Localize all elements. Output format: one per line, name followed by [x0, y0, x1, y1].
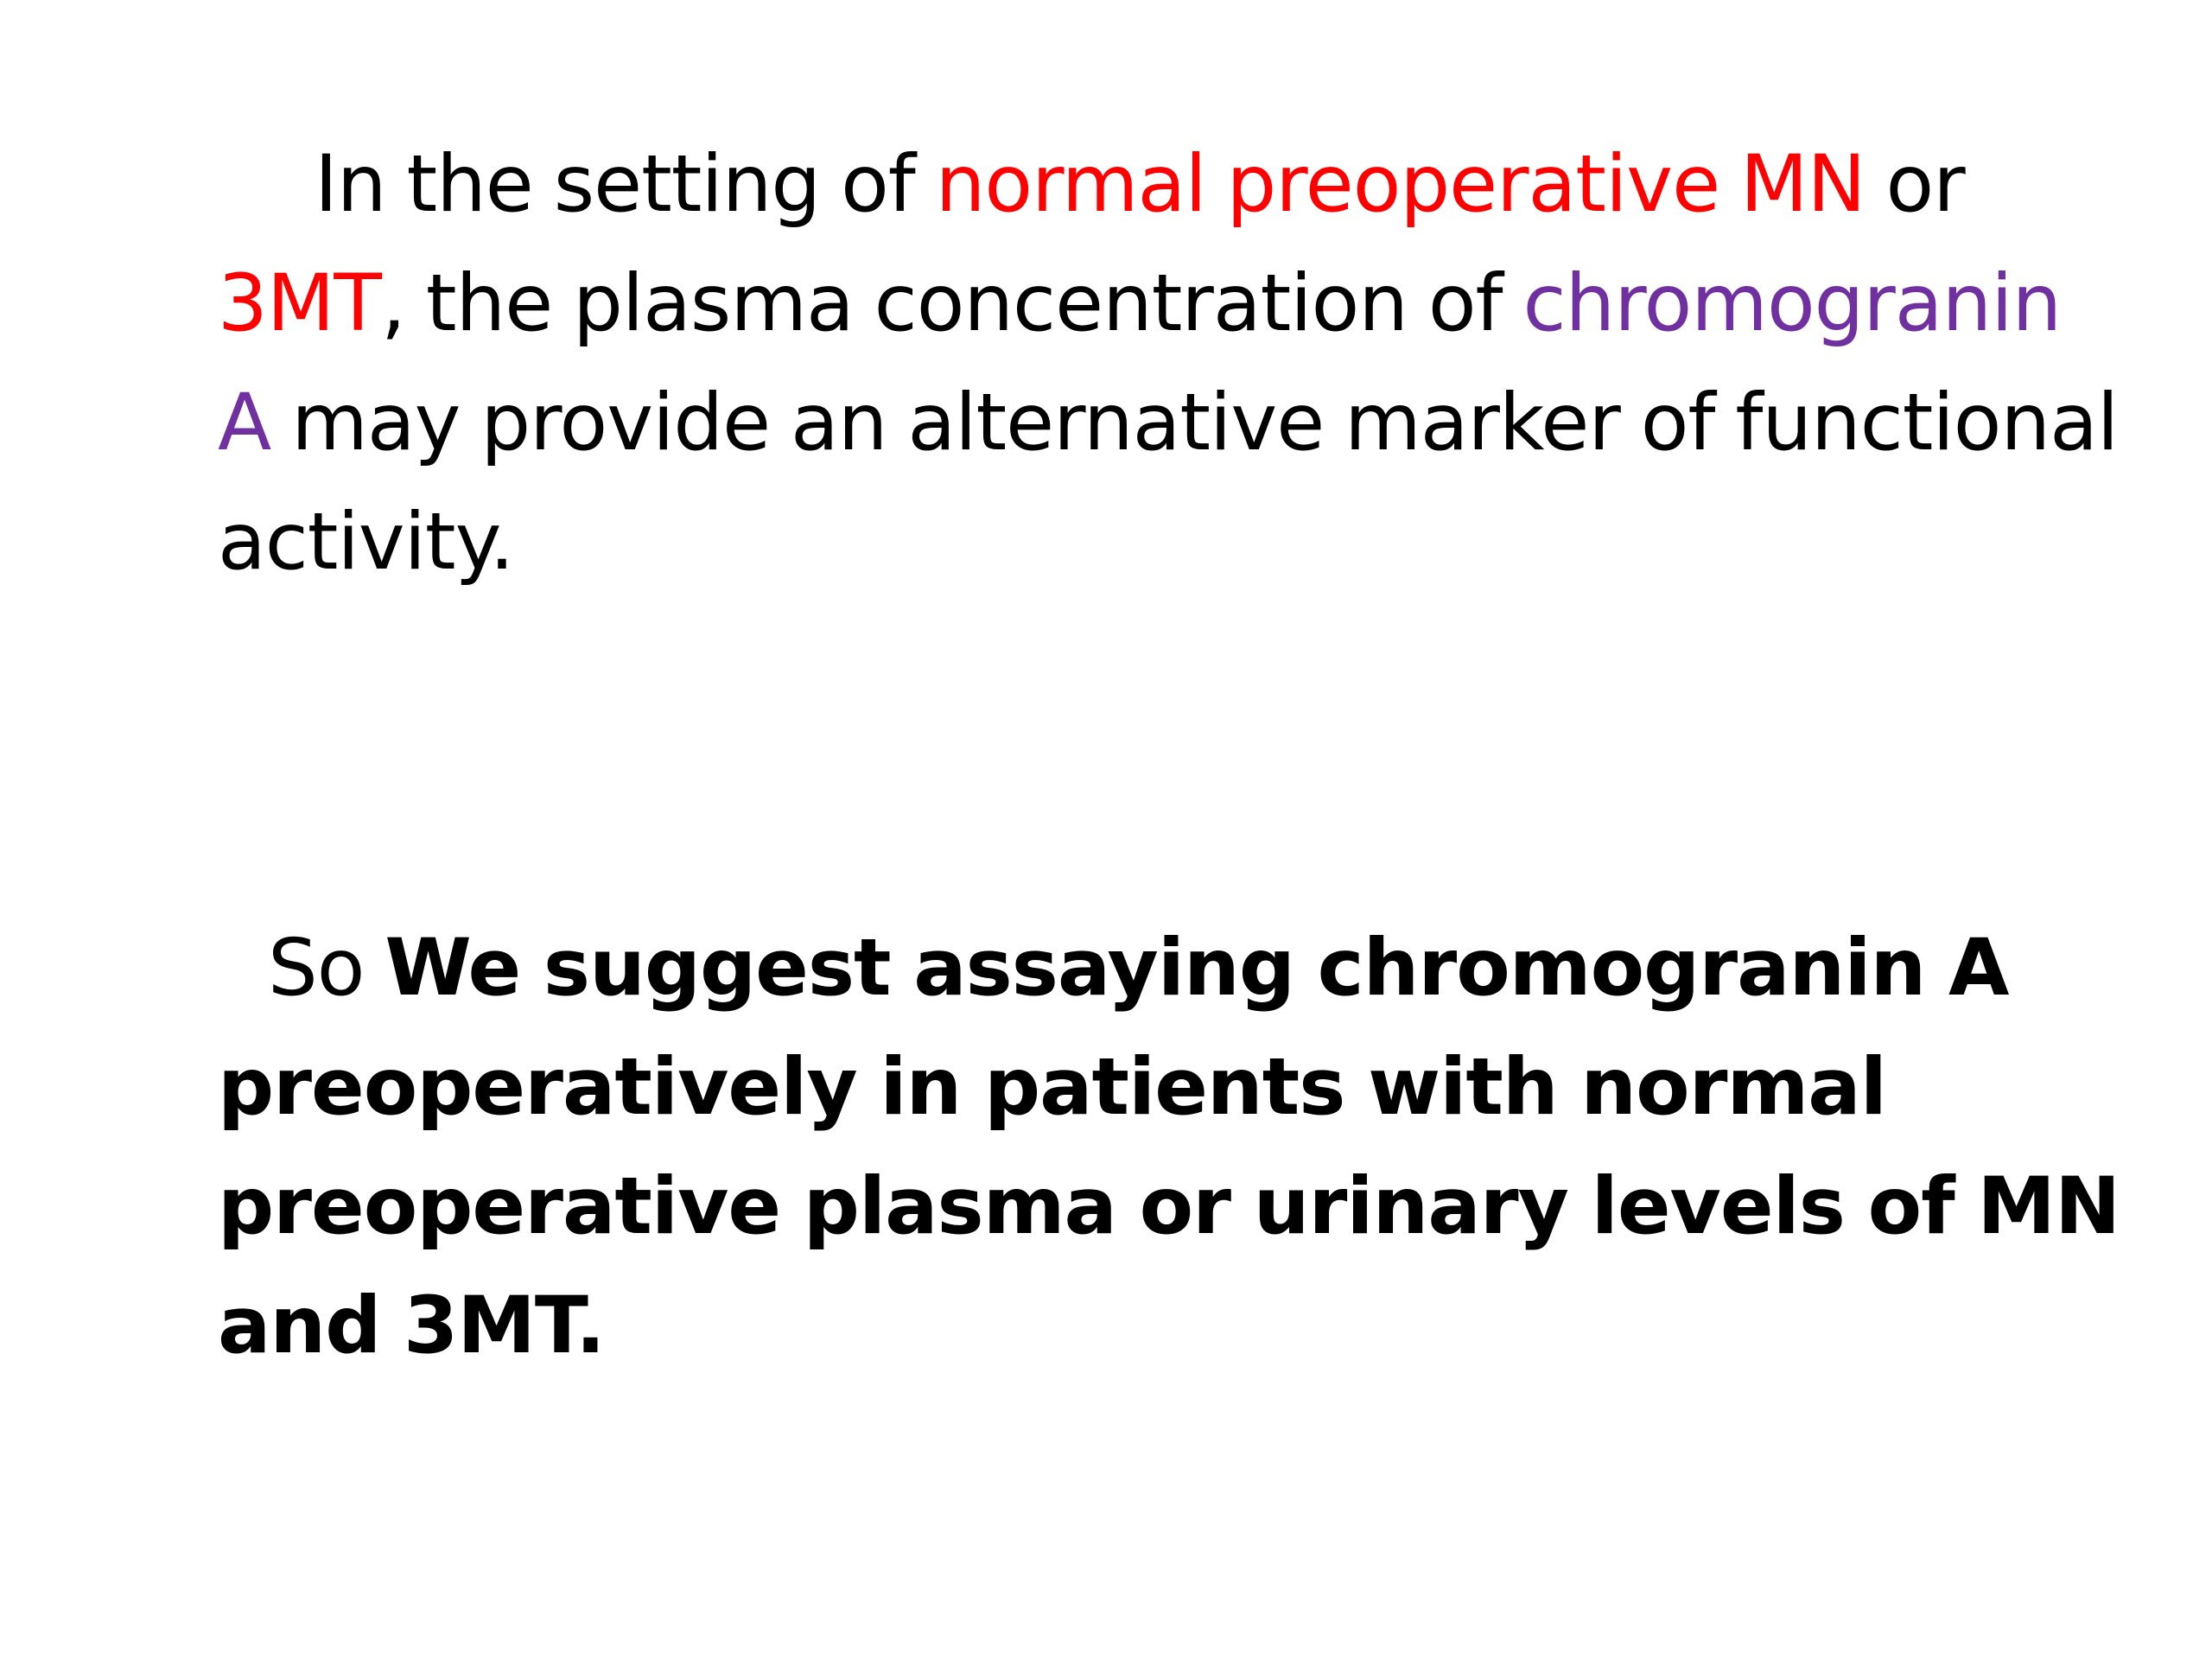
recommendation-lead: So: [268, 923, 385, 1014]
highlight-normal-preoperative-mn: normal preoperative MN: [935, 139, 1866, 230]
text-segment: or: [1865, 139, 1965, 230]
text-segment: , the plasma concentration of: [381, 258, 1523, 349]
text-segment: may provide an alternative marker of functional activity.: [218, 378, 2119, 588]
recommendation-text: We suggest assaying chromogranin A preoperatively in patients with normal preoperative plasma or urinary levels of MN and 3MT.: [218, 923, 2120, 1371]
text-segment: In the setting of: [315, 139, 936, 230]
highlight-chromogranin-a: chromogranin A: [218, 258, 2062, 468]
highlight-3mt: 3MT: [218, 258, 381, 349]
recommendation-paragraph: [218, 909, 2127, 1386]
statement-paragraph: [218, 125, 2127, 602]
